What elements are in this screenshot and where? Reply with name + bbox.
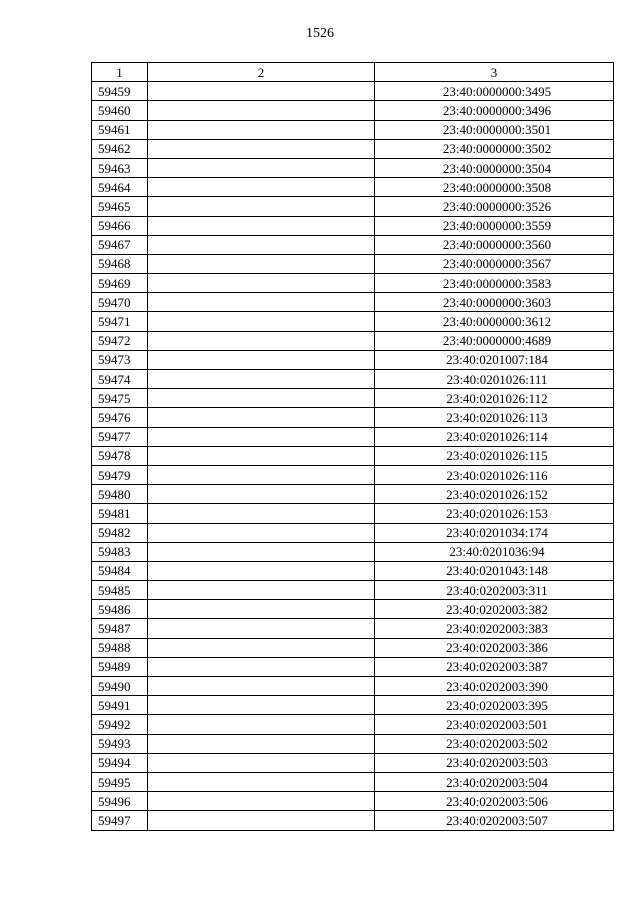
table-row xyxy=(92,504,614,523)
cadastral-number-cell: 23:40:0000000:3526 xyxy=(375,197,614,216)
table-row xyxy=(92,216,614,235)
row-blank-cell xyxy=(148,715,375,734)
cadastral-number-cell: 23:40:0000000:3612 xyxy=(375,312,614,331)
cadastral-number-cell: 23:40:0201026:115 xyxy=(375,446,614,465)
row-number-cell: 59496 xyxy=(92,792,148,811)
page-number: 1526 xyxy=(306,26,334,41)
cadastral-number-cell: 23:40:0201043:148 xyxy=(375,561,614,580)
table-row xyxy=(92,235,614,254)
row-number-cell: 59476 xyxy=(92,408,148,427)
row-number-cell: 59491 xyxy=(92,696,148,715)
cadastral-number-cell: 23:40:0202003:387 xyxy=(375,657,614,676)
row-blank-cell xyxy=(148,350,375,369)
column-header-1: 1 xyxy=(92,63,148,82)
column-header-3: 3 xyxy=(375,63,614,82)
row-number-cell: 59473 xyxy=(92,350,148,369)
cadastral-number-cell: 23:40:0202003:502 xyxy=(375,734,614,753)
row-number-cell: 59489 xyxy=(92,657,148,676)
table-row xyxy=(92,619,614,638)
row-number-cell: 59480 xyxy=(92,485,148,504)
row-blank-cell xyxy=(148,485,375,504)
row-number-cell: 59460 xyxy=(92,101,148,120)
row-number-cell: 59474 xyxy=(92,370,148,389)
row-blank-cell xyxy=(148,465,375,484)
table-row xyxy=(92,370,614,389)
cadastral-number-cell: 23:40:0201036:94 xyxy=(375,542,614,561)
row-number-cell: 59461 xyxy=(92,120,148,139)
row-blank-cell xyxy=(148,216,375,235)
row-number-cell: 59472 xyxy=(92,331,148,350)
row-blank-cell xyxy=(148,427,375,446)
row-blank-cell xyxy=(148,158,375,177)
table-row xyxy=(92,792,614,811)
table-row xyxy=(92,350,614,369)
row-blank-cell xyxy=(148,274,375,293)
row-blank-cell xyxy=(148,523,375,542)
cadastral-number-cell: 23:40:0000000:3567 xyxy=(375,254,614,273)
row-number-cell: 59465 xyxy=(92,197,148,216)
cadastral-number-cell: 23:40:0000000:3560 xyxy=(375,235,614,254)
row-number-cell: 59470 xyxy=(92,293,148,312)
table-row xyxy=(92,120,614,139)
cadastral-number-cell: 23:40:0202003:386 xyxy=(375,638,614,657)
table-row xyxy=(92,811,614,830)
row-blank-cell xyxy=(148,178,375,197)
table-row xyxy=(92,753,614,772)
registry-table xyxy=(91,62,614,831)
row-number-cell: 59459 xyxy=(92,82,148,101)
row-number-cell: 59483 xyxy=(92,542,148,561)
cadastral-number-cell: 23:40:0202003:503 xyxy=(375,753,614,772)
cadastral-number-cell: 23:40:0202003:311 xyxy=(375,581,614,600)
row-blank-cell xyxy=(148,120,375,139)
table-row xyxy=(92,561,614,580)
row-number-cell: 59464 xyxy=(92,178,148,197)
row-blank-cell xyxy=(148,811,375,830)
row-number-cell: 59467 xyxy=(92,235,148,254)
row-blank-cell xyxy=(148,331,375,350)
cadastral-number-cell: 23:40:0000000:3496 xyxy=(375,101,614,120)
cadastral-number-cell: 23:40:0201026:153 xyxy=(375,504,614,523)
row-blank-cell xyxy=(148,600,375,619)
cadastral-number-cell: 23:40:0201026:113 xyxy=(375,408,614,427)
row-number-cell: 59494 xyxy=(92,753,148,772)
table-row xyxy=(92,331,614,350)
cadastral-number-cell: 23:40:0202003:507 xyxy=(375,811,614,830)
row-blank-cell xyxy=(148,408,375,427)
row-blank-cell xyxy=(148,677,375,696)
cadastral-number-cell: 23:40:0201026:114 xyxy=(375,427,614,446)
row-blank-cell xyxy=(148,254,375,273)
table-row xyxy=(92,772,614,791)
table-row xyxy=(92,197,614,216)
table-row xyxy=(92,446,614,465)
cadastral-number-cell: 23:40:0202003:504 xyxy=(375,772,614,791)
row-blank-cell xyxy=(148,542,375,561)
row-number-cell: 59487 xyxy=(92,619,148,638)
row-blank-cell xyxy=(148,734,375,753)
cadastral-number-cell: 23:40:0000000:4689 xyxy=(375,331,614,350)
table-row xyxy=(92,696,614,715)
row-number-cell: 59490 xyxy=(92,677,148,696)
row-blank-cell xyxy=(148,312,375,331)
cadastral-number-cell: 23:40:0201034:174 xyxy=(375,523,614,542)
row-blank-cell xyxy=(148,82,375,101)
cadastral-number-cell: 23:40:0202003:382 xyxy=(375,600,614,619)
row-blank-cell xyxy=(148,235,375,254)
row-number-cell: 59463 xyxy=(92,158,148,177)
table-row xyxy=(92,657,614,676)
row-blank-cell xyxy=(148,370,375,389)
row-blank-cell xyxy=(148,581,375,600)
cadastral-number-cell: 23:40:0000000:3501 xyxy=(375,120,614,139)
row-blank-cell xyxy=(148,139,375,158)
row-number-cell: 59477 xyxy=(92,427,148,446)
cadastral-number-cell: 23:40:0201026:111 xyxy=(375,370,614,389)
cadastral-number-cell: 23:40:0202003:395 xyxy=(375,696,614,715)
table-row xyxy=(92,638,614,657)
cadastral-number-cell: 23:40:0202003:383 xyxy=(375,619,614,638)
table-row xyxy=(92,523,614,542)
row-number-cell: 59484 xyxy=(92,561,148,580)
cadastral-number-cell: 23:40:0000000:3583 xyxy=(375,274,614,293)
column-header-2: 2 xyxy=(148,63,375,82)
table-row xyxy=(92,101,614,120)
table-row xyxy=(92,427,614,446)
row-blank-cell xyxy=(148,197,375,216)
table-row xyxy=(92,389,614,408)
row-blank-cell xyxy=(148,504,375,523)
row-number-cell: 59468 xyxy=(92,254,148,273)
row-number-cell: 59495 xyxy=(92,772,148,791)
row-number-cell: 59462 xyxy=(92,139,148,158)
row-blank-cell xyxy=(148,389,375,408)
table-row xyxy=(92,581,614,600)
table-row xyxy=(92,734,614,753)
row-blank-cell xyxy=(148,619,375,638)
table-row xyxy=(92,677,614,696)
table-body xyxy=(92,82,614,830)
table-row xyxy=(92,465,614,484)
row-number-cell: 59488 xyxy=(92,638,148,657)
row-blank-cell xyxy=(148,753,375,772)
row-blank-cell xyxy=(148,792,375,811)
table-row xyxy=(92,82,614,101)
table-row xyxy=(92,158,614,177)
table-row xyxy=(92,715,614,734)
table-header xyxy=(92,63,614,82)
table-row xyxy=(92,312,614,331)
table-row xyxy=(92,542,614,561)
row-number-cell: 59482 xyxy=(92,523,148,542)
row-number-cell: 59466 xyxy=(92,216,148,235)
cadastral-number-cell: 23:40:0000000:3559 xyxy=(375,216,614,235)
cadastral-number-cell: 23:40:0000000:3603 xyxy=(375,293,614,312)
cadastral-number-cell: 23:40:0201007:184 xyxy=(375,350,614,369)
cadastral-number-cell: 23:40:0202003:501 xyxy=(375,715,614,734)
row-number-cell: 59469 xyxy=(92,274,148,293)
row-number-cell: 59492 xyxy=(92,715,148,734)
row-number-cell: 59479 xyxy=(92,465,148,484)
cadastral-number-cell: 23:40:0000000:3508 xyxy=(375,178,614,197)
cadastral-number-cell: 23:40:0000000:3504 xyxy=(375,158,614,177)
row-blank-cell xyxy=(148,696,375,715)
cadastral-number-cell: 23:40:0201026:116 xyxy=(375,465,614,484)
table-row xyxy=(92,274,614,293)
cadastral-number-cell: 23:40:0000000:3495 xyxy=(375,82,614,101)
table-row xyxy=(92,139,614,158)
cadastral-number-cell: 23:40:0201026:112 xyxy=(375,389,614,408)
row-blank-cell xyxy=(148,293,375,312)
table-row xyxy=(92,254,614,273)
table-row xyxy=(92,293,614,312)
table-row xyxy=(92,600,614,619)
row-blank-cell xyxy=(148,638,375,657)
cadastral-number-cell: 23:40:0201026:152 xyxy=(375,485,614,504)
row-number-cell: 59493 xyxy=(92,734,148,753)
row-blank-cell xyxy=(148,772,375,791)
table-row xyxy=(92,408,614,427)
row-blank-cell xyxy=(148,101,375,120)
row-blank-cell xyxy=(148,657,375,676)
row-blank-cell xyxy=(148,561,375,580)
header-row xyxy=(92,63,614,82)
table-row xyxy=(92,178,614,197)
cadastral-number-cell: 23:40:0202003:506 xyxy=(375,792,614,811)
row-number-cell: 59485 xyxy=(92,581,148,600)
row-number-cell: 59486 xyxy=(92,600,148,619)
row-number-cell: 59478 xyxy=(92,446,148,465)
cadastral-number-cell: 23:40:0202003:390 xyxy=(375,677,614,696)
row-number-cell: 59497 xyxy=(92,811,148,830)
row-number-cell: 59471 xyxy=(92,312,148,331)
row-number-cell: 59481 xyxy=(92,504,148,523)
row-number-cell: 59475 xyxy=(92,389,148,408)
row-blank-cell xyxy=(148,446,375,465)
table-row xyxy=(92,485,614,504)
cadastral-number-cell: 23:40:0000000:3502 xyxy=(375,139,614,158)
